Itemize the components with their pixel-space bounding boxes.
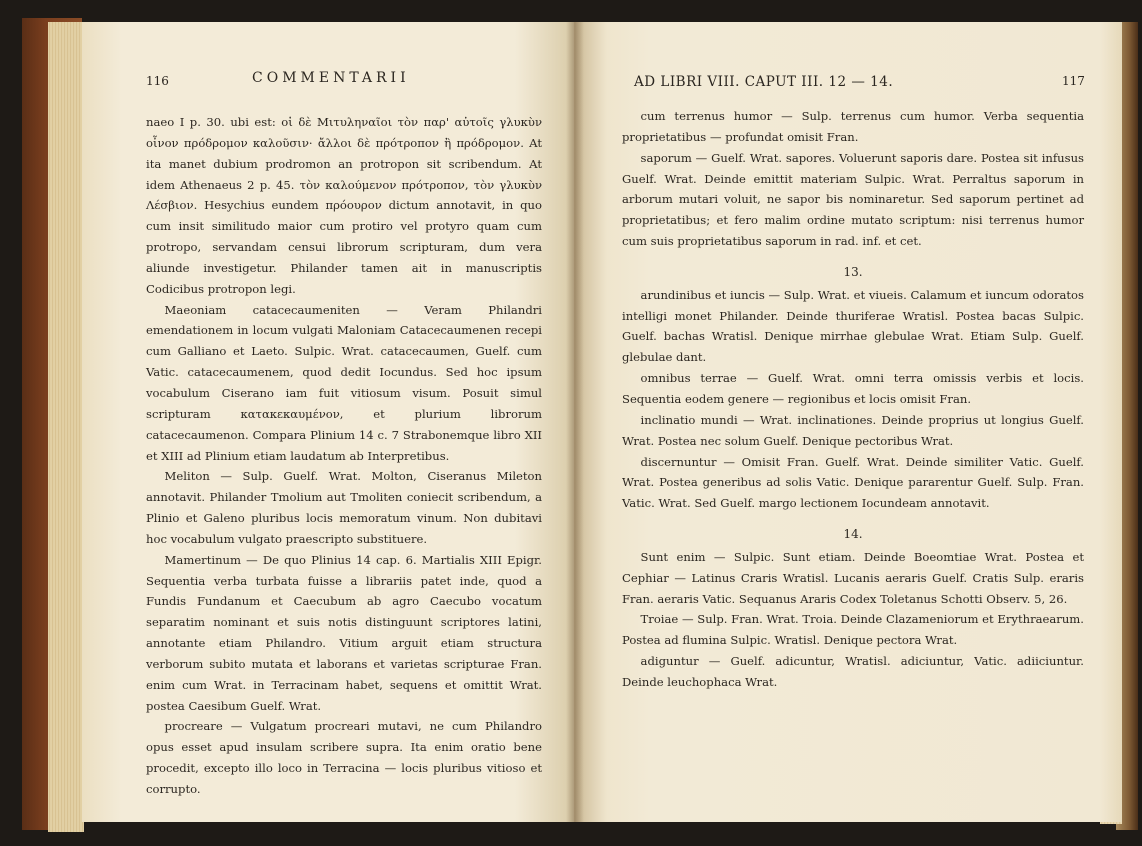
right-running-header: AD LIBRI VIII. CAPUT III. 12 — 14. [634, 74, 894, 90]
right-paragraph-7: Sunt enim — Sulpic. Sunt etiam. Deinde Boeomtiae Wrat. Postea et Cephiar — Latinus Craris Wratisl. Lucanis aeraris Guelf. Cratis Sulp. eraris Fran. aeraris Vatic. Sequanus Araris Codex Toletanus Schotti Observ. 5, 26. [622, 549, 1084, 606]
right-paragraph-6: discernuntur — Omisit Fran. Guelf. Wrat. Deinde similiter Vatic. Guelf. Wrat. Postea generibus ad solis Vatic. Denique pararentur Guelf. Sulp. Fran. Vatic. Wrat. Sed Guelf. margo lectionem Iocundeam annotavit. [622, 454, 1084, 511]
section-number-14: 14. [843, 527, 863, 542]
right-paragraph-9: adiguntur — Guelf. adicuntur, Wratisl. adiciuntur, Vatic. adiiciuntur. Deinde leuchophaca Wrat. [622, 654, 1084, 689]
left-paragraph-3: Meliton — Sulp. Guelf. Wrat. Molton, Ciseranus Mileton annotavit. Philander Tmolium aut Tmoliten coniecit scribendum, a Plinio et Galeno pluribus locis memoratum vinum. Non dubitavi hoc vocabulum vulgato praescripto substituere. [146, 469, 542, 546]
left-paragraph-5: procreare — Vulgatum procreari mutavi, ne cum Philandro opus esset apud insulam scribere supra. Ita enim oratio bene procedit, excepto illo loco in Terracina — locis pluribus vitioso et corrupto. [146, 719, 542, 796]
right-paragraph-1: cum terrenus humor — Sulp. terrenus cum humor. Verba sequentia proprietatibus — profundat omisit Fran. [622, 109, 1084, 144]
right-page [574, 22, 1122, 822]
left-page [82, 22, 574, 822]
left-page-text [146, 112, 542, 800]
left-running-header: COMMENTARII [252, 70, 410, 86]
left-paragraph-4: Mamertinum — De quo Plinius 14 cap. 6. Martialis XIII Epigr. Sequentia verba turbata fuisse a librariis patet inde, quod a Fundis Fundanum et Caecubum ab agro Caecubo vocatum separatim nominant et suis notis distinguunt scriptores latini, annotante etiam Philandro. Vitium arguit etiam structura verborum subito mutata et laborans et varietas scripturae Fran. enim cum Wrat. in Terracinam habet, sequens et omittit Wrat. postea Caesibum Guelf. Wrat. [146, 552, 542, 713]
section-number-13: 13. [843, 264, 863, 279]
right-page-text [622, 106, 1084, 693]
left-paragraph-2: Maeoniam catacecaumeniten — Veram Philandri emendationem in locum vulgati Maloniam Catacecaumenen recepi cum Galliano et Laeto. Sulpic. Wrat. catacecaumen, Guelf. cum Vatic. catacecaumenem, quod dedit Iocundus. Sed hoc ipsum vocabulum Ciserano iam fuit vitiosum visum. Posuit simul scripturam κατακεκαυμένον, et plurium librorum catacecaumenon. Compara Plinium 14 c. 7 Strabonemque libro XII et XIII ad Plinium etiam laudatum ab Interpretibus. [146, 302, 542, 463]
left-page-number: 116 [146, 74, 169, 88]
right-paragraph-3: arundinibus et iuncis — Sulp. Wrat. et viueis. Calamum et iuncum odoratos intelligi monet Philander. Deinde thuriferae Wratisl. Postea bacas Sulpic. Guelf. bachas Wratisl. Denique mirrhae glebulae Wrat. Etiam Sulp. Guelf. glebulae dant. [622, 287, 1084, 365]
right-paragraph-2: saporum — Guelf. Wrat. sapores. Voluerunt saporis dare. Postea sit infusus Guelf. Wrat. Deinde emittit materiam Sulpic. Wrat. Perraltus saporum in arborum mutari voluit, ne sapor bis nominaretur. Sed saporum pertinet ad proprietatibus; et fero malim ordine mutato scriptum: nisi terrenus humor cum suis proprietatibus saporum in rad. inf. et cet. [622, 150, 1084, 249]
right-page-number: 117 [1062, 74, 1085, 88]
left-paragraph-1: naeo I p. 30. ubi est: οἱ δὲ Μιτυληναῖοι τὸν παρ' αὐτοῖς γλυκὺν οἶνον πρόδρομον καλοῦσιν· ἄλλοι δὲ πρότροπον ἢ πρόδρομον. At ita manet dubium prodromon an protropon sit scribendum. At idem Athenaeus 2 p. 45. τὸν καλούμενον πρότροπον, τὸν γλυκὺν Λέσβιον. Hesychius eundem πρόουρον dictum annotavit, in quo cum insit similitudo maior cum protiro vel protyro quam cum protropo, servandam censui librorum scripturam, dum vera aliunde investigetur. Philander tamen ait in manuscriptis Codicibus protropon legi. [146, 115, 542, 296]
book-gutter [566, 22, 584, 822]
right-paragraph-4: omnibus terrae — Guelf. Wrat. omni terra omissis verbis et locis. Sequentia eodem genere — regionibus et locis omisit Fran. [622, 371, 1084, 406]
right-paragraph-8: Troiae — Sulp. Fran. Wrat. Troia. Deinde Clazameniorum et Erythraearum. Postea ad flumina Sulpic. Wratisl. Denique pectora Wrat. [622, 612, 1084, 648]
page-edges-left [48, 22, 84, 832]
right-paragraph-5: inclinatio mundi — Wrat. inclinationes. Deinde proprius ut longius Guelf. Wrat. Postea nec solum Guelf. Denique pectoribus Wrat. [622, 412, 1084, 448]
